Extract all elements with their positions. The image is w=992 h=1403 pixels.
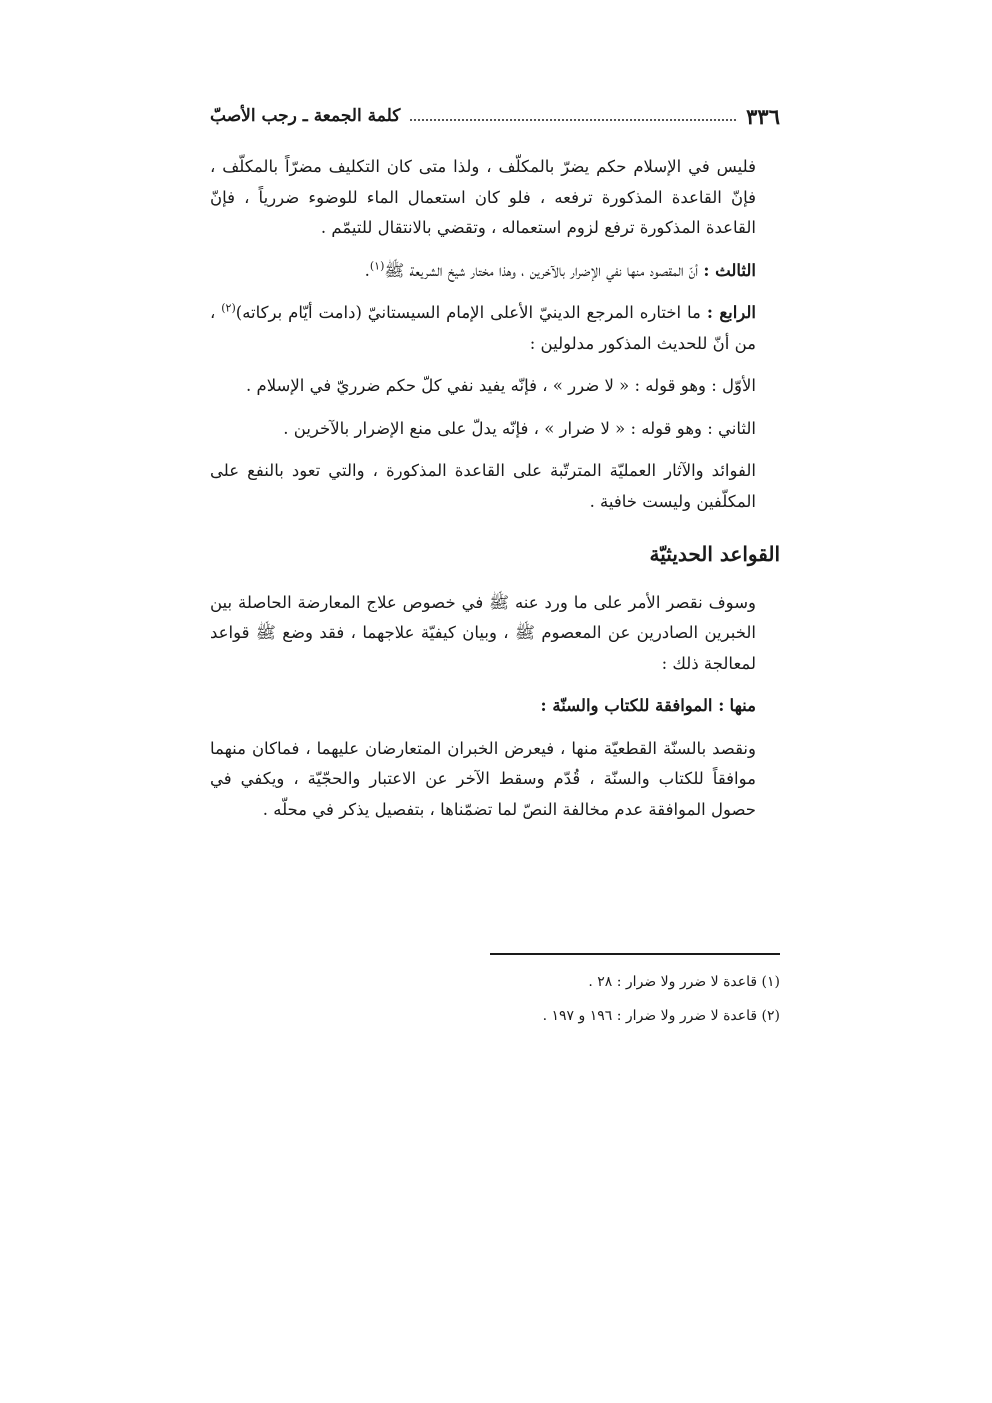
paragraph-2 — [210, 256, 780, 287]
section-title: القواعد الحديثيّة — [649, 542, 780, 566]
body-text — [210, 152, 780, 837]
footnote-2: (٢) قاعدة لا ضرر ولا ضرار : ١٩٦ و ١٩٧ . — [542, 1008, 780, 1024]
paragraph-2-text: أنّ المقصود منها نفي الإضرار بالآخرين ، وهذا مختار شيخ الشريعة ﷺ — [384, 260, 699, 280]
footnote-ref-1: (١) — [369, 259, 385, 272]
paragraph-8-text: : الموافقة للكتاب والسنّة : — [540, 696, 725, 715]
paragraph-5: الثاني : وهو قوله : « لا ضرار » ، فإنّه يدلّ على منع الإضرار بالآخرين . — [283, 418, 756, 438]
paragraph-3 — [210, 298, 780, 359]
page-header — [210, 100, 780, 132]
footnote-ref-2: (٢) — [221, 301, 236, 315]
page-number: ٣٣٦ — [746, 103, 780, 129]
paragraph-2-lead: الثالث : — [703, 260, 756, 280]
paragraph-3-end: ، من أنّ للحديث المذكور مدلولين : — [210, 303, 756, 353]
running-title: كلمة الجمعة ـ رجب الأصبّ — [210, 106, 401, 126]
paragraph-8 — [210, 691, 780, 722]
book-page — [210, 0, 780, 1403]
paragraph-3-text: ما اختاره المرجع الدينيّ الأعلى الإمام السيستانيّ (دامت أيّام بركاته) — [235, 303, 701, 322]
paragraph-1: فليس في الإسلام حكم يضرّ بالمكلّف ، ولذا متى كان التكليف مضرّاً بالمكلّف ، فإنّ القاعدة المذكورة ترفعه ، فلو كان استعمال الماء للوضوء ضررياً ، فإنّ القاعدة المذكورة ترفع لزوم استعماله ، وتقضي بالانتقال للتيمّم . — [210, 157, 756, 237]
paragraph-4: الأوّل : وهو قوله : « لا ضرر » ، فإنّه يفيد نفي كلّ حكم ضرريّ في الإسلام . — [246, 376, 756, 395]
paragraph-7: وسوف نقصر الأمر على ما ورد عنه ﷺ في خصوص علاج المعارضة الحاصلة بين الخبرين الصادرين عن المعصوم ﷺ ، وبيان كيفيّة علاجهما ، فقد وضع ﷺ قواعد لمعالجة ذلك : — [210, 592, 756, 673]
footnote-1: (١) قاعدة لا ضرر ولا ضرار : ٢٨ . — [588, 974, 780, 990]
footnote-separator — [490, 953, 780, 955]
header-dotted-leader — [410, 119, 736, 121]
paragraph-9: ونقصد بالسنّة القطعيّة منها ، فيعرض الخبران المتعارضان عليهما ، فماكان منهما موافقاً للكتاب والسنّة ، قُدّم وسقط الآخر عن الاعتبار والحجّيّة ، ويكفي في حصول الموافقة عدم مخالفة النصّ لما تضمّناها ، بتفصيل يذكر في محلّه . — [210, 738, 756, 819]
paragraph-8-lead: منها — [729, 696, 756, 715]
footnotes — [210, 965, 780, 1033]
paragraph-3-lead: الرابع : — [706, 303, 756, 322]
paragraph-2-end: . — [364, 260, 370, 280]
paragraph-6: الفوائد والآثار العمليّة المترتّبة على القاعدة المذكورة ، والتي تعود بالنفع على المكلّفين وليست خافية . — [210, 461, 756, 511]
